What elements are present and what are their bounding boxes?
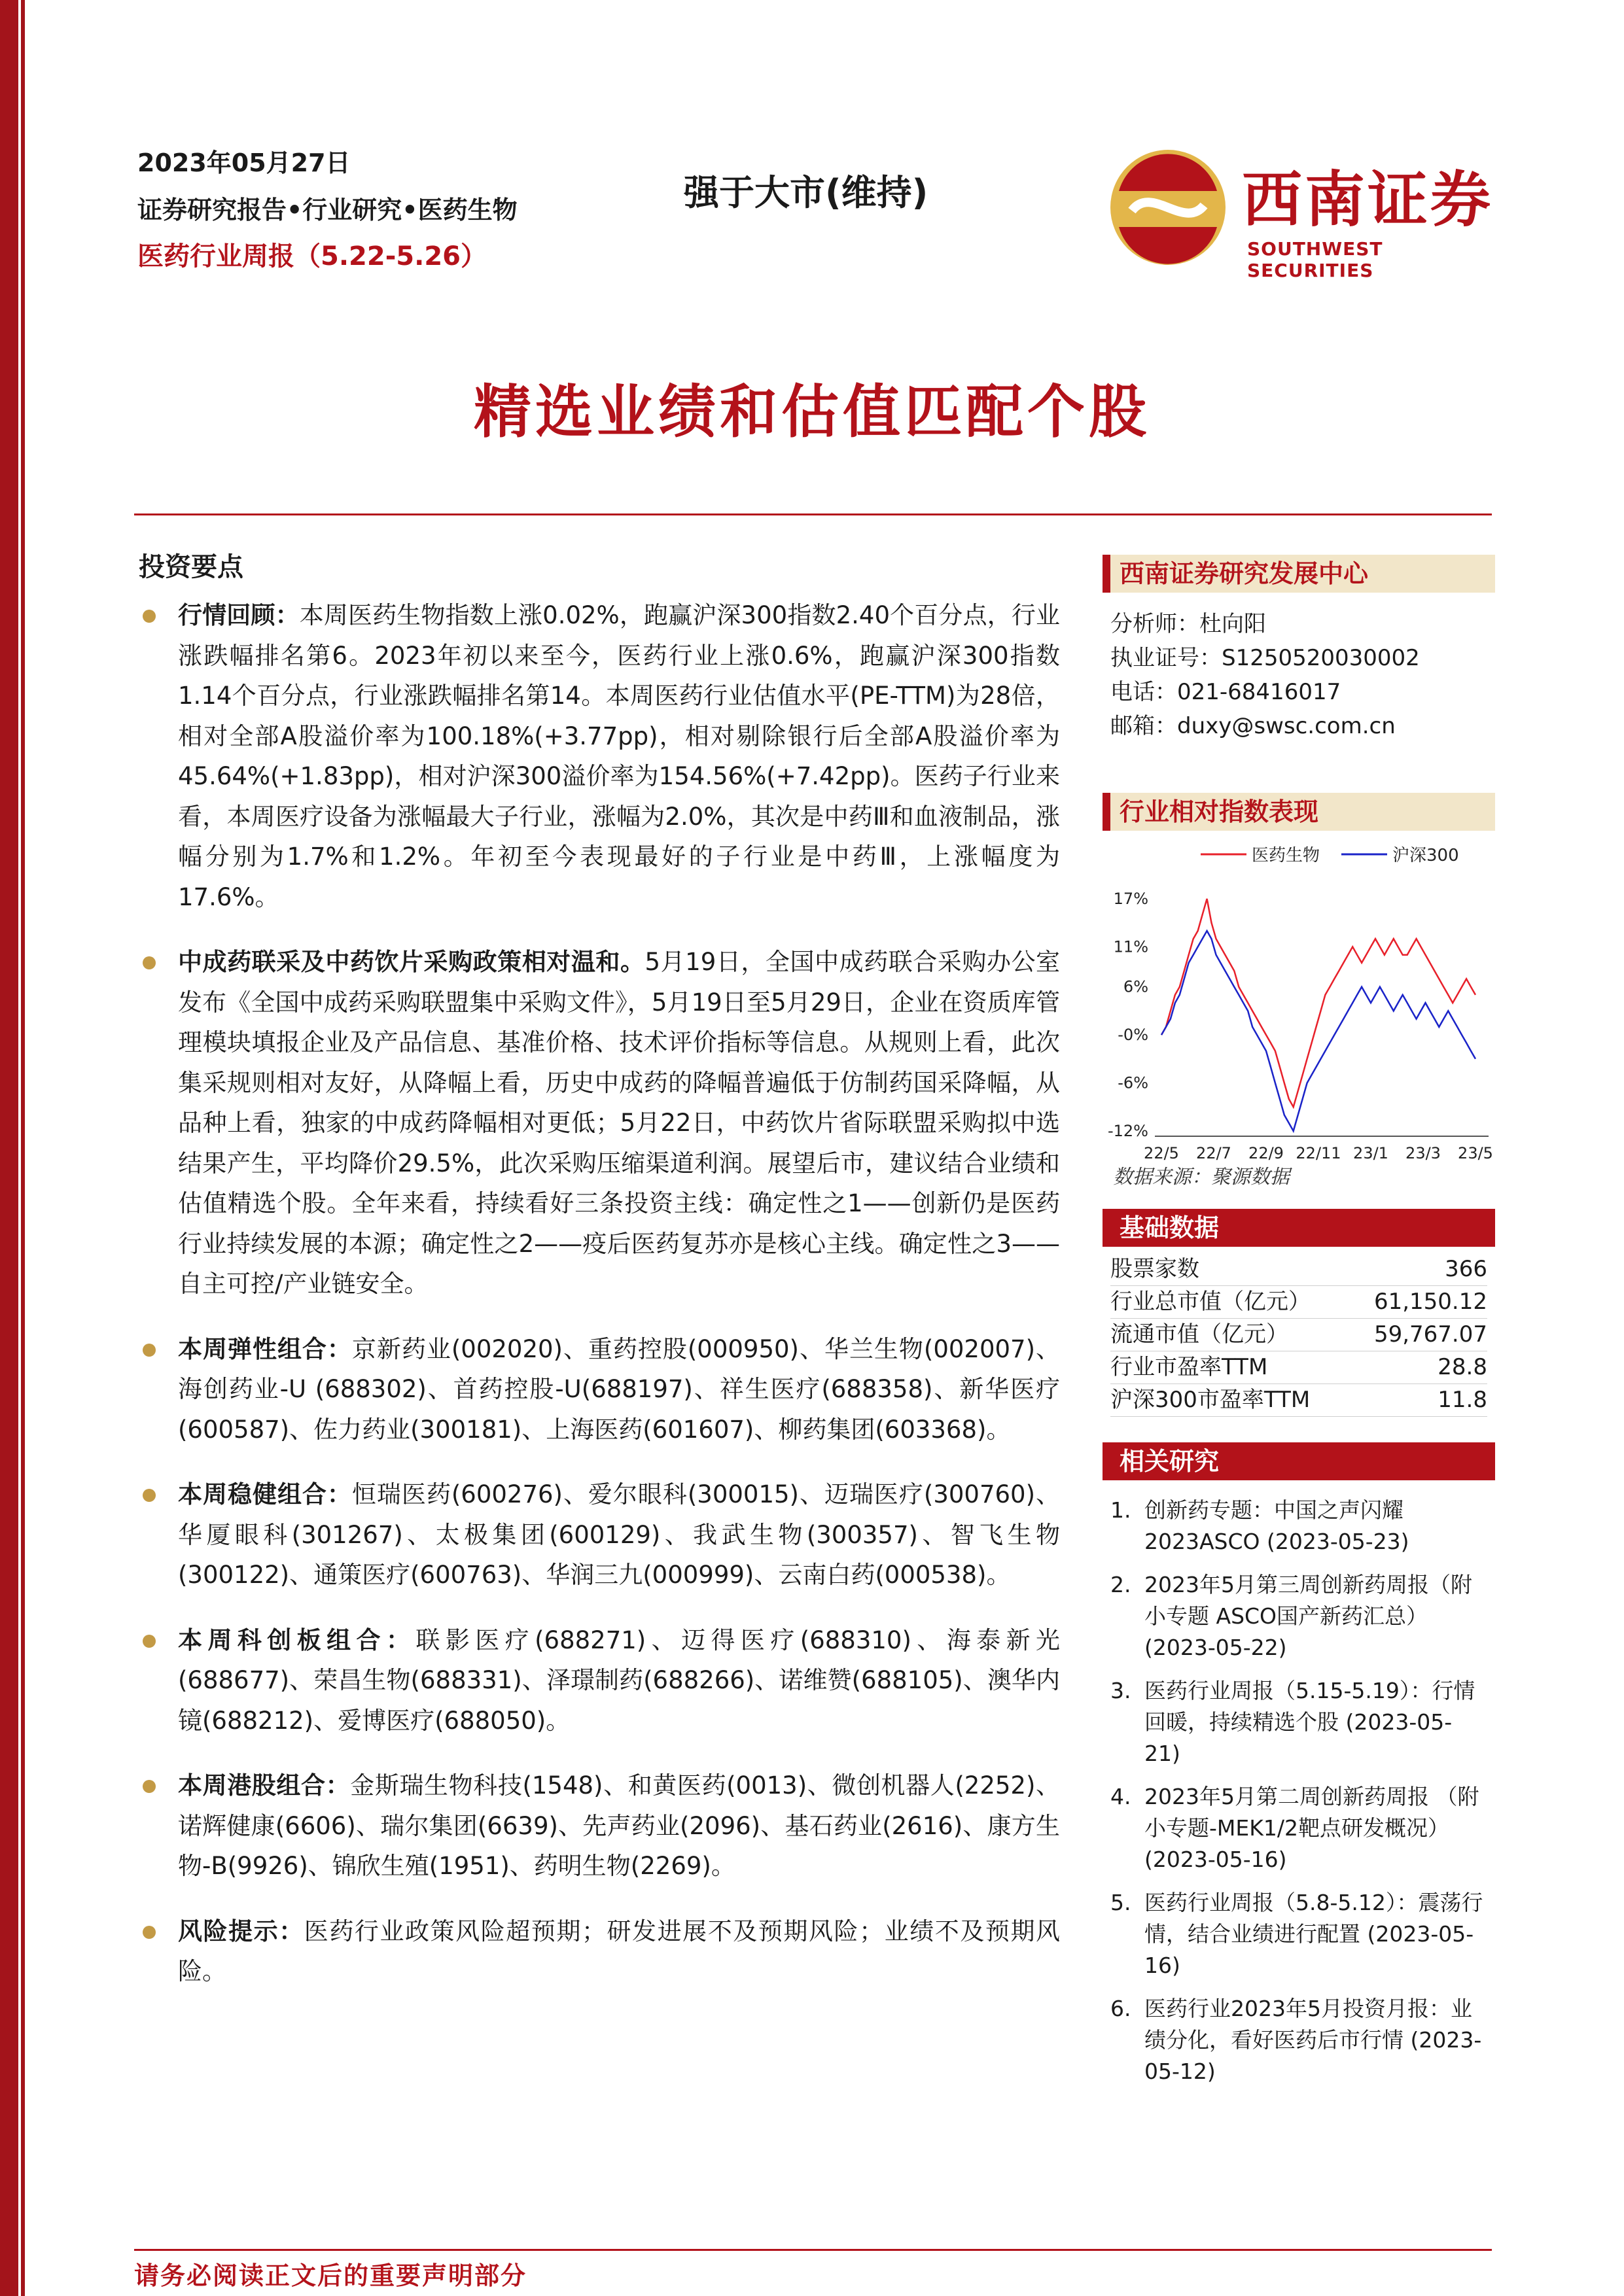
- bullet-lead: 本周弹性组合：: [178, 1334, 352, 1363]
- item-number: 3.: [1110, 1678, 1131, 1703]
- bullet-lead: 本周港股组合：: [178, 1771, 351, 1800]
- bullet-elastic-portfolio: [139, 1329, 1060, 1450]
- row-label: 行业总市值（亿元）: [1110, 1289, 1311, 1315]
- y-tick-label: -12%: [1107, 1122, 1148, 1140]
- analyst-email: 邮箱：duxy@swsc.com.cn: [1110, 713, 1396, 739]
- bullet-lead: 中成药联采及中药饮片采购政策相对温和。: [178, 948, 645, 976]
- basic-data-row: [1110, 1351, 1487, 1384]
- analyst-panel: [1103, 555, 1495, 743]
- related-research-panel: [1103, 1442, 1495, 2099]
- bullet-dot-icon: [143, 610, 156, 623]
- related-research-item[interactable]: [1110, 1675, 1487, 1769]
- rating: 强于大市(维持): [684, 172, 928, 213]
- x-tick-label: 23/1: [1353, 1144, 1388, 1162]
- related-research-item[interactable]: [1110, 1993, 1487, 2087]
- y-tick-label: -6%: [1118, 1073, 1148, 1092]
- bullet-text: 5月19日，全国中成药联合采购办公室发布《全国中成药采购联盟集中采购文件》，5月19日至5月29日，企业在资质库管理模块填报企业及产品信息、基准价格、技术评价指标等信息。从规则上看，此次集采规则相对友好，从降幅上看，历史中成药的降幅普遍低于仿制药国采降幅，从品种上看，独家的中成药降幅相对更低；5月22日，中药饮片省际联盟采购拟中选结果产生，平均降价29.5%，此次采购压缩渠道利润。展望后市，建议结合业绩和估值精选个股。全年来看，持续看好三条投资主线：确定性之1——创新仍是医药行业持续发展的本源；确定性之2——疫后医药复苏亦是核心主线。确定性之3——自主可控/产业链安全。: [178, 948, 1061, 1298]
- bullet-dot-icon: [143, 956, 156, 969]
- left-decor-bar: [0, 0, 18, 2296]
- item-number: 4.: [1110, 1784, 1131, 1809]
- series-line-0: [1161, 899, 1475, 1107]
- bullet-policy: [139, 942, 1060, 1304]
- footer-disclaimer: 请务必阅读正文后的重要声明部分: [134, 2261, 527, 2290]
- investment-points-list: [139, 595, 1060, 2017]
- bullet-dot-icon: [143, 1780, 156, 1793]
- analyst-name: 分析师：杜向阳: [1110, 611, 1266, 637]
- item-number: 6.: [1110, 1996, 1131, 2021]
- basic-data-heading: 基础数据: [1103, 1209, 1495, 1247]
- report-type: 证券研究报告•行业研究•医药生物: [137, 196, 518, 224]
- y-tick-label: 17%: [1113, 890, 1148, 908]
- company-logo: [1106, 145, 1498, 281]
- bullet-star-market-portfolio: [139, 1620, 1060, 1741]
- bullet-dot-icon: [143, 1344, 156, 1357]
- bullet-risk: [139, 1911, 1060, 1992]
- bullet-lead: 本周稳健组合：: [178, 1480, 352, 1508]
- bullet-dot-icon: [143, 1489, 156, 1502]
- basic-data-row: [1110, 1286, 1487, 1319]
- bullet-text: 恒瑞医药(600276)、爱尔眼科(300015)、迈瑞医疗(300760)、华厦眼科(301267)、太极集团(600129)、我武生物(300357)、智飞生物(300122)、通策医疗(600763)、华润三九(000999)、云南白药(000538)。: [178, 1480, 1061, 1589]
- y-tick-label: 11%: [1113, 937, 1148, 956]
- footer-divider: [134, 2249, 1492, 2251]
- legend-label-1: 沪深300: [1392, 846, 1459, 865]
- row-value: 11.8: [1438, 1387, 1487, 1413]
- x-tick-label: 22/9: [1248, 1144, 1284, 1162]
- divider: [134, 513, 1492, 515]
- analyst-phone: 电话：021-68416017: [1110, 679, 1341, 705]
- x-tick-label: 22/5: [1144, 1144, 1179, 1162]
- basic-data-panel: [1103, 1209, 1495, 1417]
- item-number: 5.: [1110, 1890, 1131, 1915]
- bullet-text: 联影医疗(688271)、迈得医疗(688310)、海泰新光(688677)、荣昌生物(688331)、泽璟制药(688266)、诺维赞(688105)、澳华内镜(688212)、爱博医疗(688050)。: [178, 1626, 1061, 1735]
- logo-name-en: SOUTHWEST SECURITIES: [1247, 238, 1383, 281]
- related-research-item[interactable]: [1110, 1569, 1487, 1663]
- row-value: 59,767.07: [1373, 1321, 1487, 1348]
- logo-name-cn: 西南证券: [1242, 164, 1494, 235]
- index-chart-heading: 行业相对指数表现: [1103, 793, 1495, 831]
- related-research-heading: 相关研究: [1103, 1442, 1495, 1480]
- bullet-dot-icon: [143, 1635, 156, 1648]
- y-tick-label: -0%: [1118, 1026, 1148, 1045]
- row-value: 366: [1445, 1256, 1487, 1282]
- item-text: 医药行业周报（5.8-5.12）：震荡行情，结合业绩进行配置 (2023-05-16): [1144, 1890, 1483, 1978]
- bullet-market-review: [139, 595, 1060, 917]
- bullet-lead: 行情回顾：: [178, 601, 300, 629]
- bullet-text: 京新药业(002020)、重药控股(000950)、华兰生物(002007)、海创药业-U (688302)、首药控股-U(688197)、祥生医疗(688358)、新华医疗(600587)、佐力药业(300181)、上海医药(601607)、柳药集团(603368)。: [178, 1334, 1061, 1444]
- bullet-hk-portfolio: [139, 1765, 1060, 1887]
- logo-emblem-icon: [1106, 145, 1230, 270]
- related-research-item[interactable]: [1110, 1781, 1487, 1875]
- row-value: 61,150.12: [1373, 1289, 1487, 1315]
- item-number: 1.: [1110, 1497, 1131, 1523]
- row-value: 28.8: [1438, 1354, 1487, 1380]
- row-label: 行业市盈率TTM: [1110, 1354, 1268, 1380]
- row-label: 流通市值（亿元）: [1110, 1321, 1288, 1348]
- related-research-item[interactable]: [1110, 1495, 1487, 1557]
- x-tick-label: 22/11: [1296, 1144, 1341, 1162]
- chart-source: 数据来源：聚源数据: [1113, 1166, 1290, 1189]
- row-label: 沪深300市盈率TTM: [1110, 1387, 1311, 1413]
- bullet-lead: 本周科创板组合：: [178, 1626, 416, 1654]
- item-text: 2023年5月第二周创新药周报 （附小专题-MEK1/2靶点研发概况） (2023-05-16): [1144, 1784, 1479, 1872]
- analyst-org-heading: 西南证券研究发展中心: [1103, 555, 1495, 593]
- related-research-item[interactable]: [1110, 1887, 1487, 1981]
- series-title: 医药行业周报（5.22-5.26）: [137, 241, 487, 271]
- basic-data-row: [1110, 1384, 1487, 1417]
- x-tick-label: 22/7: [1196, 1144, 1231, 1162]
- basic-data-row: [1110, 1253, 1487, 1286]
- bullet-lead: 风险提示：: [178, 1917, 304, 1945]
- row-label: 股票家数: [1110, 1256, 1199, 1282]
- bullet-text: 医药行业政策风险超预期；研发进展不及预期风险；业绩不及预期风险。: [178, 1917, 1061, 1985]
- bullet-dot-icon: [143, 1926, 156, 1939]
- item-text: 2023年5月第三周创新药周报（附小专题 ASCO国产新药汇总） (2023-05-22): [1144, 1572, 1472, 1660]
- x-tick-label: 23/5: [1458, 1144, 1493, 1162]
- investment-points-heading: 投资要点: [139, 552, 243, 582]
- report-date: 2023年05月27日: [137, 148, 351, 177]
- item-text: 医药行业2023年5月投资月报：业绩分化，看好医药后市行情 (2023-05-12): [1144, 1996, 1482, 2084]
- item-text: 医药行业周报（5.15-5.19）：行情回暖，持续精选个股 (2023-05-21): [1144, 1678, 1475, 1766]
- left-decor-bar-thin: [21, 0, 25, 2296]
- item-text: 创新药专题：中国之声闪耀2023ASCO (2023-05-23): [1144, 1497, 1409, 1554]
- x-tick-label: 23/3: [1405, 1144, 1441, 1162]
- analyst-cert: 执业证号：S1250520030002: [1110, 645, 1420, 671]
- relative-index-chart: [1103, 833, 1495, 1167]
- page-title: 精选业绩和估值匹配个股: [473, 377, 1150, 445]
- y-tick-label: 6%: [1123, 977, 1148, 996]
- basic-data-row: [1110, 1319, 1487, 1351]
- legend-label-0: 医药生物: [1252, 846, 1320, 865]
- index-chart-panel: [1103, 793, 1495, 1189]
- bullet-stable-portfolio: [139, 1474, 1060, 1595]
- item-number: 2.: [1110, 1572, 1131, 1597]
- bullet-text: 本周医药生物指数上涨0.02%，跑赢沪深300指数2.40个百分点，行业涨跌幅排名第6。2023年初以来至今，医药行业上涨0.6%，跑赢沪深300指数1.14个百分点，行业涨跌幅排名第14。本周医药行业估值水平(PE-TTM)为28倍，相对全部A股溢价率为100.18%(+3.77pp)，相对剔除银行后全部A股溢价率为45.64%(+1.83pp)，相对沪深300溢价率为154.56%(+7.42pp)。医药子行业来看，本周医疗设备为涨幅最大子行业，涨幅为2.0%，其次是中药Ⅲ和血液制品，涨幅分别为1.7%和1.2%。年初至今表现最好的子行业是中药Ⅲ，上涨幅度为17.6%。: [178, 601, 1060, 911]
- bullet-text: 金斯瑞生物科技(1548)、和黄医药(0013)、微创机器人(2252)、诺辉健康(6606)、瑞尔集团(6639)、先声药业(2096)、基石药业(2616)、康方生物-B(9926)、锦欣生殖(1951)、药明生物(2269)。: [178, 1771, 1060, 1880]
